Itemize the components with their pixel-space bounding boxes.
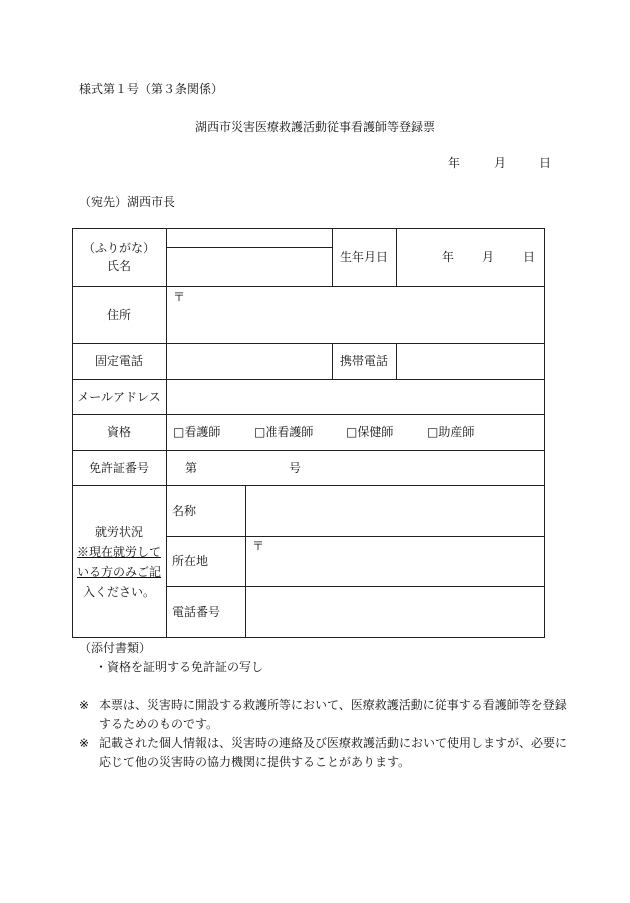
date-month-label: 月 <box>494 156 507 170</box>
addressee: （宛先）湖西市長 <box>79 195 176 209</box>
workplace-postal-mark: 〒 <box>252 539 265 553</box>
form-number: 様式第１号（第３条関係） <box>79 82 224 96</box>
furigana-label: （ふりがな） <box>82 241 155 255</box>
checkbox-nurse[interactable]: □看護師 <box>173 425 221 439</box>
workplace-phone-label: 電話番号 <box>172 605 221 619</box>
license-prefix: 第 <box>185 461 198 475</box>
license-number-input[interactable] <box>167 451 544 485</box>
landline-label: 固定電話 <box>94 354 143 368</box>
attachments-heading: （添付書類） <box>79 641 152 655</box>
furigana-input[interactable] <box>167 229 332 247</box>
form-title: 湖西市災害医療救護活動従事看護師等登録票 <box>194 120 435 134</box>
note-1-line2: するためのものです。 <box>99 717 219 731</box>
landline-input[interactable] <box>167 344 332 379</box>
date-year-label: 年 <box>448 156 461 170</box>
postal-mark: 〒 <box>173 290 186 304</box>
birthdate-input[interactable] <box>397 229 544 286</box>
birth-month-label: 月 <box>482 250 495 264</box>
license-label: 免許証番号 <box>88 460 149 475</box>
note-mark-2: ※ <box>79 736 90 750</box>
qualification-label: 資格 <box>106 425 131 439</box>
checkbox-assistant-nurse[interactable]: □准看護師 <box>254 425 314 439</box>
address-input[interactable] <box>167 287 544 343</box>
date-day-label: 日 <box>539 156 552 170</box>
workplace-address-label: 所在地 <box>172 554 209 568</box>
name-input[interactable] <box>167 248 332 286</box>
attachment-item: ・資格を証明する免許証の写し <box>95 660 264 674</box>
name-label-cell <box>72 228 166 286</box>
note-1-line1: 本票は、災害時に開設する救護所等において、医療救護活動に従事する看護師等を登録 <box>99 698 567 712</box>
birth-day-label: 日 <box>523 250 536 264</box>
checkbox-midwife[interactable]: □助産師 <box>427 425 475 439</box>
note-mark-1: ※ <box>79 698 90 712</box>
workplace-phone-input[interactable] <box>246 587 544 638</box>
checkbox-public-health-nurse[interactable]: □保健師 <box>346 425 394 439</box>
mobile-label: 携帯電話 <box>339 354 388 368</box>
employment-note-line2: いる方のみご記 <box>76 564 161 579</box>
employment-note-line3: 入ください。 <box>82 584 155 599</box>
birthdate-label: 生年月日 <box>339 250 388 264</box>
license-suffix: 号 <box>289 461 302 475</box>
employment-label: 就労状況 <box>94 524 143 539</box>
workplace-address-input[interactable] <box>246 537 544 586</box>
email-label: メールアドレス <box>77 389 161 404</box>
email-input[interactable] <box>167 380 544 414</box>
birth-year-label: 年 <box>442 250 455 264</box>
address-label: 住所 <box>106 307 131 322</box>
workplace-name-label: 名称 <box>172 503 197 518</box>
name-label: 氏名 <box>106 259 131 273</box>
mobile-input[interactable] <box>397 344 544 379</box>
workplace-name-input[interactable] <box>246 486 544 536</box>
employment-label-cell <box>72 485 166 638</box>
note-2-line2: 応じて他の災害時の協力機関に提供することがあります。 <box>99 755 411 769</box>
note-2-line1: 記載された個人情報は、災害時の連絡及び医療救護活動において使用しますが、必要に <box>99 736 568 750</box>
employment-note-line1: ※現在就労して <box>76 544 161 559</box>
